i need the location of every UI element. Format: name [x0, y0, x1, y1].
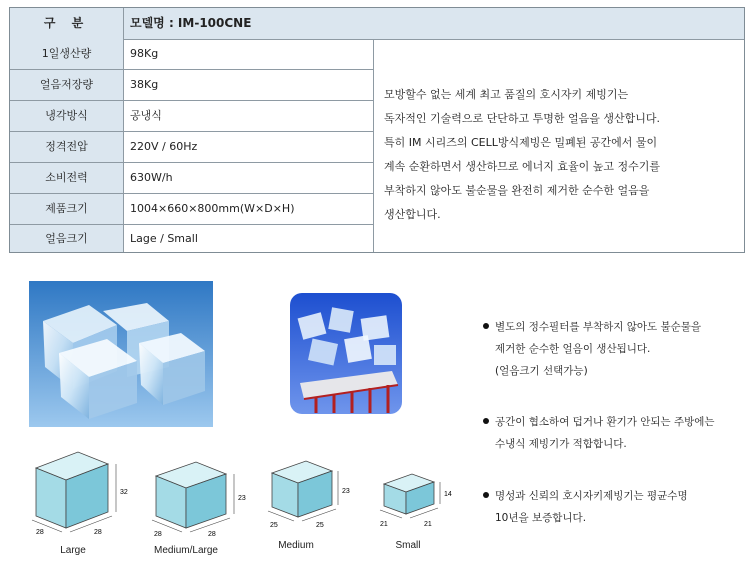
- bullet-line: 10년을 보증합니다.: [495, 512, 587, 524]
- bullet-line: 명성과 신뢰의 호시자키제빙기는 평균수명: [495, 490, 688, 502]
- spec-value: 98Kg: [130, 47, 159, 60]
- cube-depth-label: 21: [424, 521, 432, 528]
- bullet-line: 별도의 정수필터를 부착하지 않아도 불순물을: [495, 321, 702, 333]
- description-line: 모방할수 없는 세계 최고 품질의 호시자키 제빙기는: [384, 88, 629, 101]
- spec-row: [10, 132, 373, 163]
- spec-row: [10, 70, 373, 101]
- bullet-line: 공간이 협소하여 덥거나 환기가 안되는 주방에는: [495, 416, 715, 428]
- description-line: 특히 IM 시리즈의 CELL방식제빙은 밀폐된 공간에서 물이: [384, 136, 658, 149]
- cube-height-label: 23: [238, 495, 246, 502]
- cube-width-label: 21: [380, 521, 388, 528]
- cube-diagram-medium: [266, 455, 356, 533]
- description-line: 계속 순환하면서 생산하므로 에너지 효율이 높고 정수기를: [384, 160, 661, 173]
- spec-value: 38Kg: [130, 78, 159, 91]
- cube-label-medium: Medium: [278, 540, 314, 551]
- spec-value: 630W/h: [130, 171, 173, 184]
- spec-label: 얼음크기: [10, 225, 124, 252]
- spec-table: [9, 7, 745, 253]
- spec-label: 정격전압: [10, 132, 124, 162]
- cube-depth-label: 28: [94, 529, 102, 536]
- description-cell: [373, 39, 744, 252]
- spec-label: 1일생산량: [10, 39, 124, 69]
- cube-label-medium-large: Medium/Large: [154, 545, 218, 556]
- cube-diagram-large: [28, 450, 138, 540]
- spec-row: [10, 101, 373, 132]
- spec-label: 얼음저장량: [10, 70, 124, 100]
- bullet-dot-icon: [483, 323, 489, 329]
- spec-label: 소비전력: [10, 163, 124, 193]
- cube-depth-label: 28: [208, 531, 216, 538]
- ice-maker-cells-photo: [290, 293, 402, 414]
- bullet-dot-icon: [483, 418, 489, 424]
- cube-label-small: Small: [395, 540, 421, 551]
- spec-row: [10, 194, 373, 225]
- header-label: 구 분: [10, 8, 124, 39]
- description-line: 부착하지 않아도 불순물을 완전히 제거한 순수한 얼음을: [384, 184, 650, 197]
- bullet-line: 수냉식 제빙기가 적합합니다.: [495, 438, 627, 450]
- spec-row: [10, 225, 373, 252]
- cube-width-label: 25: [270, 522, 278, 529]
- cube-diagram-small: [378, 470, 458, 530]
- description-line: 생산합니다.: [384, 208, 441, 221]
- cube-width-label: 28: [154, 531, 162, 538]
- spec-header-row: [10, 8, 744, 40]
- spec-value: Lage / Small: [130, 232, 198, 245]
- cube-width-label: 28: [36, 529, 44, 536]
- cube-diagram-medium-large: [150, 458, 260, 540]
- spec-row: [10, 39, 373, 70]
- bullet-line: (얼음크기 선택가능): [495, 365, 588, 377]
- cube-height-label: 14: [444, 491, 452, 498]
- bullet-dot-icon: [483, 492, 489, 498]
- spec-value: 공냉식: [130, 109, 162, 122]
- cube-height-label: 23: [342, 488, 350, 495]
- spec-label: 냉각방식: [10, 101, 124, 131]
- header-model: 모델명 : IM-100CNE: [130, 16, 252, 30]
- spec-label: 제품크기: [10, 194, 124, 224]
- cube-label-large: Large: [60, 545, 86, 556]
- spec-row: [10, 163, 373, 194]
- spec-value: 1004×660×800mm(W×D×H): [130, 202, 295, 215]
- cube-depth-label: 25: [316, 522, 324, 529]
- cube-height-label: 32: [120, 489, 128, 496]
- ice-cubes-photo: [29, 281, 213, 427]
- description-line: 독자적인 기술력으로 단단하고 투명한 얼음을 생산합니다.: [384, 112, 661, 125]
- bullet-line: 제거한 순수한 얼음이 생산됩니다.: [495, 343, 651, 355]
- spec-value: 220V / 60Hz: [130, 140, 198, 153]
